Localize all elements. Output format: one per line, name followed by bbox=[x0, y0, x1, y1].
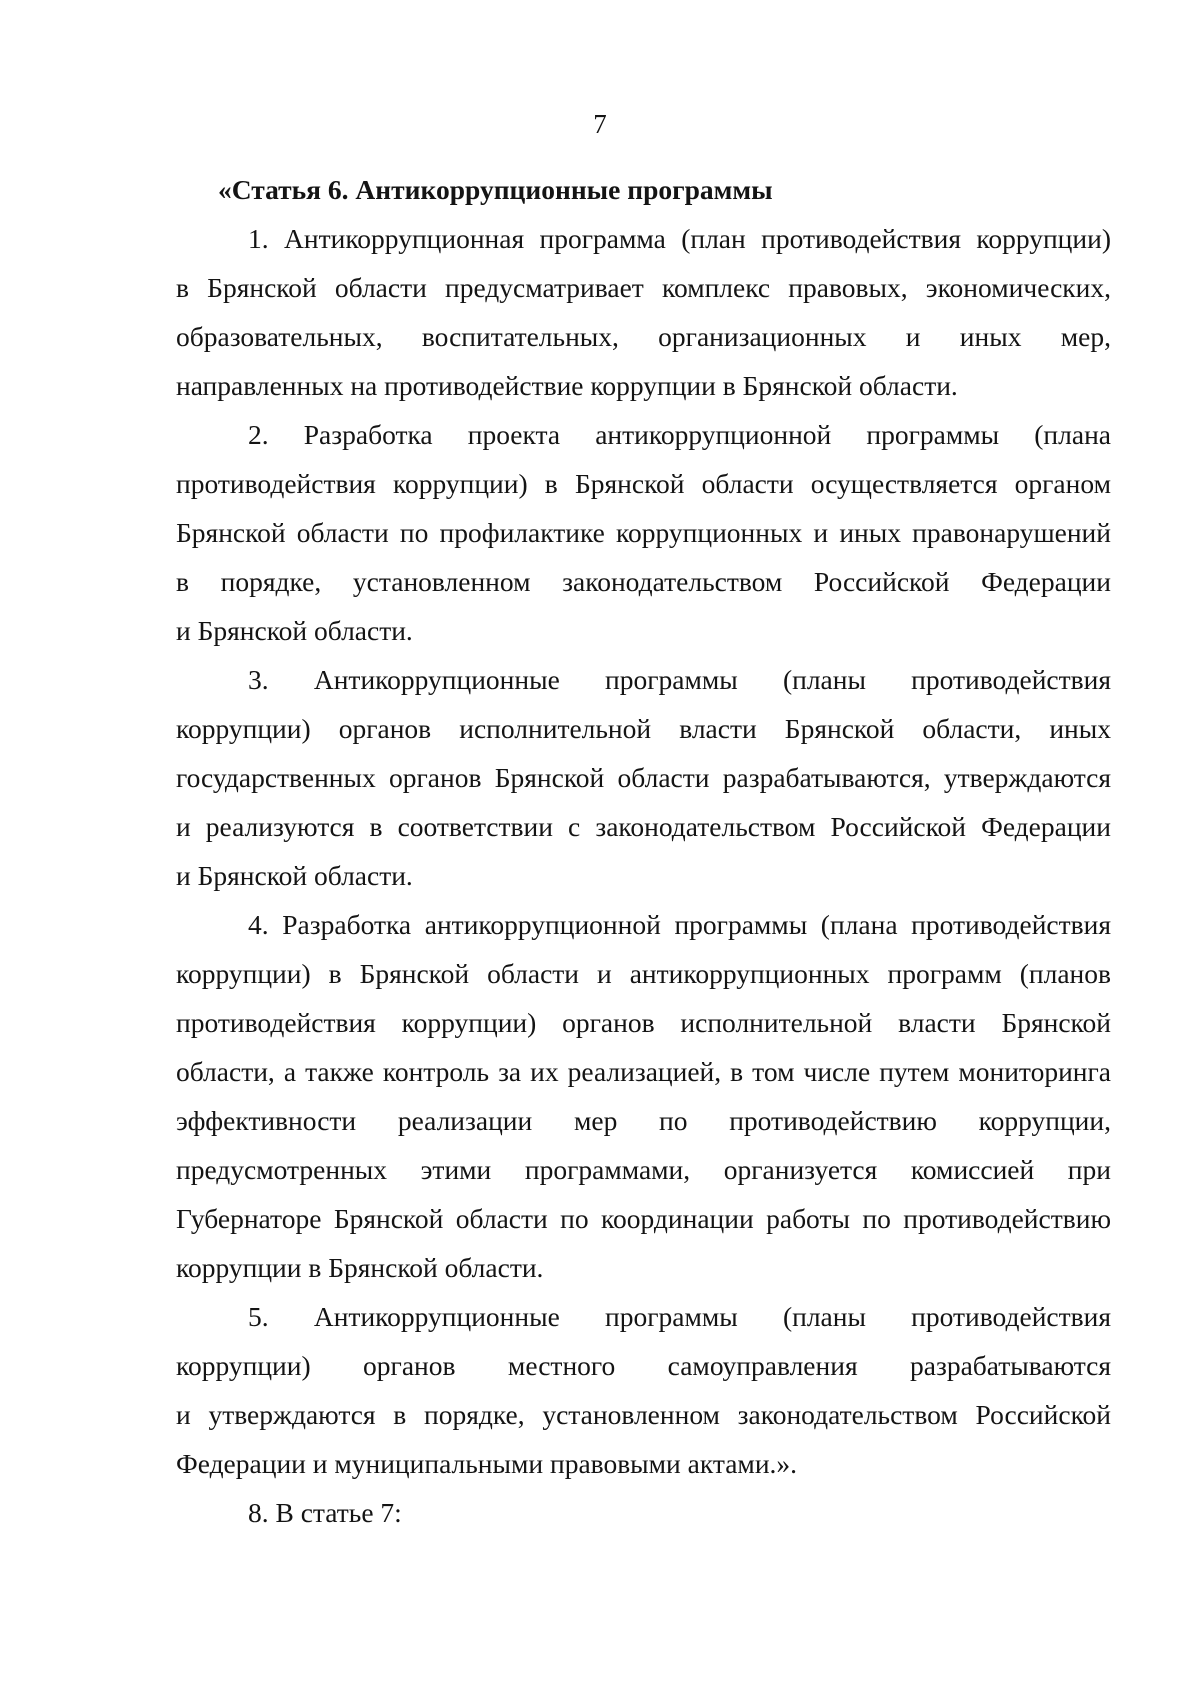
text-line: Брянской области по профилактике коррупционных и иных правонарушений bbox=[176, 517, 1111, 548]
text-line: и Брянской области. bbox=[176, 860, 413, 891]
text-line: эффективности реализации мер по противодействию коррупции, bbox=[176, 1105, 1111, 1136]
text-line: 8. В статье 7: bbox=[248, 1497, 402, 1528]
text-line: образовательных, воспитательных, организационных и иных мер, bbox=[176, 321, 1111, 352]
text-line: и реализуются в соответствии с законодательством Российской Федерации bbox=[176, 811, 1111, 842]
text-line: противодействия коррупции) органов исполнительной власти Брянской bbox=[176, 1007, 1111, 1038]
text-line: и Брянской области. bbox=[176, 615, 413, 646]
paragraph-4 bbox=[176, 900, 1111, 1292]
text-line: коррупции) органов местного самоуправления разрабатываются bbox=[176, 1350, 1111, 1381]
document-body bbox=[176, 165, 1111, 1537]
text-line: 1. Антикоррупционная программа (план противодействия коррупции) bbox=[248, 223, 1111, 254]
text-line: 3. Антикоррупционные программы (планы противодействия bbox=[248, 664, 1111, 695]
text-line: направленных на противодействие коррупции в Брянской области. bbox=[176, 370, 958, 401]
paragraph-3 bbox=[176, 655, 1111, 900]
text-line: коррупции в Брянской области. bbox=[176, 1252, 544, 1283]
text-line: предусмотренных этими программами, организуется комиссией при bbox=[176, 1154, 1111, 1185]
text-line: Губернаторе Брянской области по координации работы по противодействию bbox=[176, 1203, 1111, 1234]
text-line: коррупции) в Брянской области и антикоррупционных программ (планов bbox=[176, 958, 1111, 989]
paragraph-2 bbox=[176, 410, 1111, 655]
text-line: 4. Разработка антикоррупционной программы (плана противодействия bbox=[248, 909, 1111, 940]
paragraph-5 bbox=[176, 1292, 1111, 1488]
text-line: Федерации и муниципальными правовыми актами.». bbox=[176, 1448, 798, 1479]
text-line: области, а также контроль за их реализацией, в том числе путем мониторинга bbox=[176, 1056, 1111, 1087]
article-heading: «Статья 6. Антикоррупционные программы bbox=[218, 174, 773, 205]
text-line: в порядке, установленном законодательством Российской Федерации bbox=[176, 566, 1111, 597]
text-line: и утверждаются в порядке, установленном законодательством Российской bbox=[176, 1399, 1111, 1430]
page-number: 7 bbox=[593, 109, 607, 139]
text-line: коррупции) органов исполнительной власти Брянской области, иных bbox=[176, 713, 1111, 744]
text-line: 2. Разработка проекта антикоррупционной программы (плана bbox=[248, 419, 1111, 450]
text-line: в Брянской области предусматривает комплекс правовых, экономических, bbox=[176, 272, 1111, 303]
text-line: государственных органов Брянской области разрабатываются, утверждаются bbox=[176, 762, 1111, 793]
paragraph-closing bbox=[176, 1488, 1111, 1537]
paragraph-1 bbox=[176, 214, 1111, 410]
text-line: 5. Антикоррупционные программы (планы противодействия bbox=[248, 1301, 1111, 1332]
text-line: противодействия коррупции) в Брянской области осуществляется органом bbox=[176, 468, 1111, 499]
